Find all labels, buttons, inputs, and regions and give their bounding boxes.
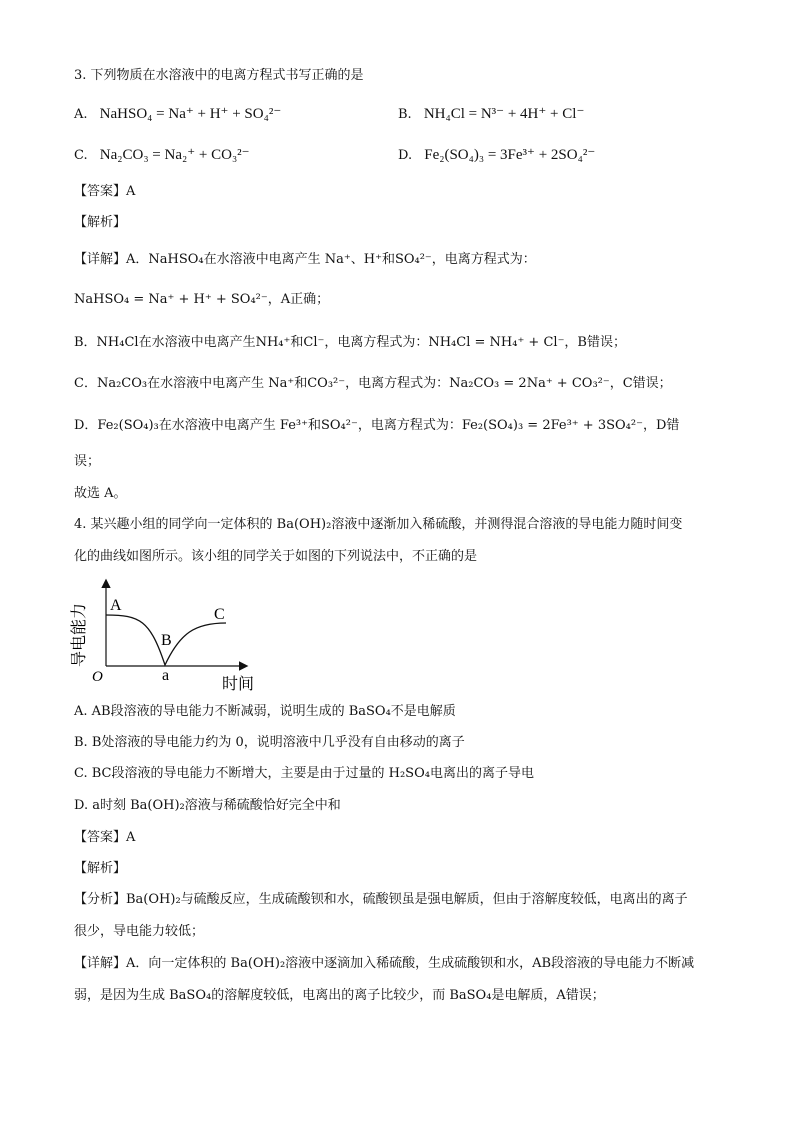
- q4-figure: [70, 575, 270, 695]
- q3-answer: 【答案】A: [74, 184, 136, 199]
- q4-stem-line2: 化的曲线如图所示。该小组的同学关于如图的下列说法中，不正确的是: [74, 549, 478, 564]
- time-a-label: a: [162, 667, 170, 684]
- q3-option-a-formula: NaHSO₄ = Na⁺ + H⁺ + SO₄²⁻: [99, 106, 282, 122]
- origin-label: O: [92, 669, 103, 685]
- q3-conclusion: 故选 A。: [74, 486, 127, 501]
- point-c-label: C: [214, 606, 225, 623]
- q3-option-a-label: A.: [74, 107, 88, 122]
- q3-stem: 3. 下列物质在水溶液中的电离方程式书写正确的是: [74, 68, 364, 83]
- q3-detail-b: B．NH₄Cl在水溶液中电离产生NH₄⁺和Cl⁻，电离方程式为：NH₄Cl = NH₄⁺ + Cl⁻，B错误；: [74, 335, 626, 350]
- q3-option-c-label: C.: [74, 148, 88, 163]
- q3-option-d-formula: Fe₂(SO₄)₃ = 3Fe³⁺ + 2SO₄²⁻: [424, 147, 596, 163]
- q3-option-c: [74, 145, 250, 166]
- q3-option-b: [398, 104, 584, 125]
- q3-option-b-label: B.: [398, 107, 412, 122]
- q3-detail-a-line2: NaHSO₄ = Na⁺ + H⁺ + SO₄²⁻，A正确；: [74, 292, 330, 307]
- q3-option-a: [74, 104, 281, 125]
- q4-option-c: C. BC段溶液的导电能力不断增大，主要是由于过量的 H₂SO₄电离出的离子导电: [74, 766, 534, 781]
- q3-detail-a-line1: 【详解】A．NaHSO₄在水溶液中电离产生 Na⁺、H⁺和SO₄²⁻，电离方程式为：: [74, 252, 536, 267]
- point-a-label: A: [110, 597, 122, 614]
- point-b-label: B: [161, 632, 172, 649]
- q3-detail-d-line1: D．Fe₂(SO₄)₃在水溶液中电离产生 Fe³⁺和SO₄²⁻，电离方程式为：Fe₂(SO₄)₃ = 2Fe³⁺ + 3SO₄²⁻，D错: [74, 418, 680, 433]
- q4-stem-line1: 4. 某兴趣小组的同学向一定体积的 Ba(OH)₂溶液中逐渐加入稀硫酸，并测得混合溶液的导电能力随时间变: [74, 517, 683, 532]
- q4-detail-line2: 弱，是因为生成 BaSO₄的溶解度较低，电离出的离子比较少，而 BaSO₄是电解质，A错误；: [74, 988, 605, 1003]
- q4-option-a: A. AB段溶液的导电能力不断减弱，说明生成的 BaSO₄不是电解质: [74, 704, 456, 719]
- q3-analysis-heading: 【解析】: [74, 215, 127, 230]
- q4-option-b: B. B处溶液的导电能力约为 0，说明溶液中几乎没有自由移动的离子: [74, 735, 465, 750]
- y-axis-label: 导电能力: [71, 602, 88, 668]
- x-axis-label: 时间: [221, 676, 255, 693]
- q3-option-b-formula: NH₄Cl = N³⁻ + 4H⁺ + Cl⁻: [423, 106, 585, 122]
- q4-fenxi-line2: 很少，导电能力较低；: [74, 924, 205, 939]
- q4-option-d: D. a时刻 Ba(OH)₂溶液与稀硫酸恰好完全中和: [74, 798, 341, 813]
- q4-answer: 【答案】A: [74, 830, 136, 845]
- q3-option-d-label: D.: [398, 148, 413, 163]
- q3-detail-d-line2: 误；: [74, 454, 101, 469]
- q4-fenxi-line1: 【分析】Ba(OH)₂与硫酸反应，生成硫酸钡和水，硫酸钡虽是强电解质，但由于溶解度较低，电离出的离子: [74, 892, 688, 907]
- q3-option-c-formula: Na₂CO₃ = Na₂⁺ + CO₃²⁻: [99, 147, 250, 163]
- q3-detail-c: C．Na₂CO₃在水溶液中电离产生 Na⁺和CO₃²⁻，电离方程式为：Na₂CO₃ = 2Na⁺ + CO₃²⁻，C错误；: [74, 376, 672, 391]
- q4-detail-line1: 【详解】A．向一定体积的 Ba(OH)₂溶液中逐滴加入稀硫酸，生成硫酸钡和水，AB段溶液的导电能力不断减: [74, 956, 695, 971]
- q3-option-d: [398, 145, 595, 166]
- q4-analysis-heading: 【解析】: [74, 861, 127, 876]
